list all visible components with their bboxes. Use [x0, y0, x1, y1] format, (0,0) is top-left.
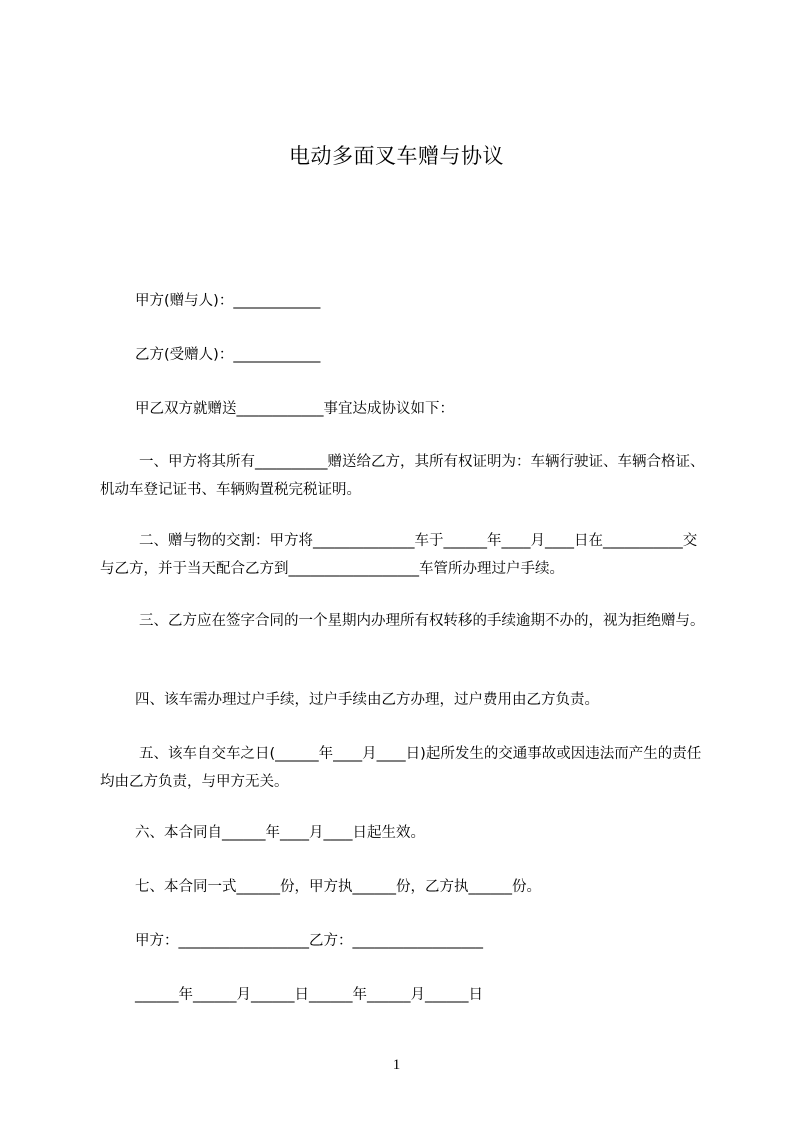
clause-7: 七、本合同一式______份，甲方执______份，乙方执______份。 [135, 879, 541, 895]
intro-paragraph: 甲乙双方就赠送____________事宜达成协议如下： [135, 401, 454, 417]
document-title: 电动多面叉车赠与协议 [289, 144, 504, 168]
clause-3: 三、乙方应在签字合同的一个星期内办理所有权转移的手续逾期不办的，视为拒绝赠与。 [139, 613, 705, 629]
clause-4: 四、该车需办理过户手续，过户手续由乙方办理，过户费用由乙方负责。 [135, 692, 599, 708]
date-line: ______年______月______日______年______月______日 [135, 987, 483, 1003]
clause-6: 六、本合同自______年____月____日起生效。 [135, 825, 425, 841]
clause-1: 一、甲方将其所有__________赠送给乙方，其所有权证明为：车辆行驶证、车辆合格证、机动车登记证书、车辆购置税完税证明。 [100, 454, 705, 498]
signature-line: 甲方：__________________乙方：__________________ [135, 933, 483, 949]
page-number: 1 [392, 1057, 401, 1073]
clause-5: 五、该车自交车之日(______年____月____日)起所发生的交通事故或因违法而产生的责任均由乙方负责，与甲方无关。 [100, 746, 702, 790]
party-b-line: 乙方(受赠人)：____________ [135, 347, 321, 363]
clause-2: 二、赠与物的交割：甲方将______________车于______年____月____日在___________交与乙方，并于当天配合乙方到__________________车管所办理过户手续。 [100, 533, 698, 577]
party-a-line: 甲方(赠与人)：____________ [135, 293, 321, 309]
